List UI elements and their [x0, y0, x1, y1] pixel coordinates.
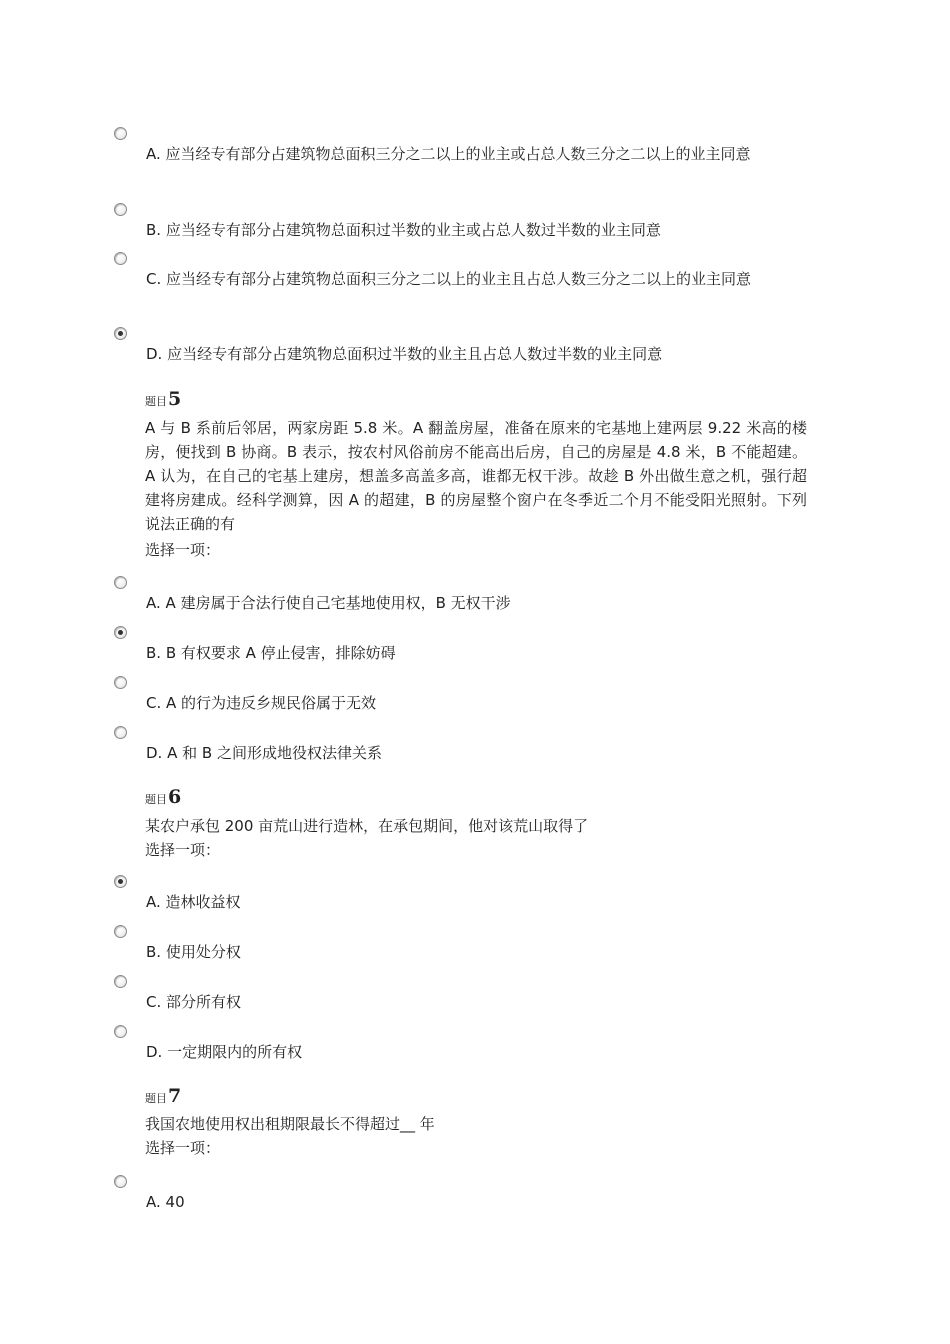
q4-option-a-text: A. 应当经专有部分占建筑物总面积三分之二以上的业主或占总人数三分之二以上的业主同意: [146, 145, 751, 163]
q4-option-b-text: B. 应当经专有部分占建筑物总面积过半数的业主或占总人数过半数的业主同意: [146, 221, 661, 239]
question-label: 题目: [145, 1092, 167, 1105]
q7-option-a-text: A. 40: [146, 1193, 185, 1211]
radio-button-q6-c[interactable]: [114, 975, 127, 988]
question-7-header: [145, 1085, 181, 1107]
question-label: 题目: [145, 395, 167, 408]
q5-option-a-text: A. A 建房属于合法行使自己宅基地使用权，B 无权干涉: [146, 594, 511, 612]
radio-button-q4-c[interactable]: [114, 252, 127, 265]
question-number: 6: [168, 786, 182, 808]
radio-button-q5-a[interactable]: [114, 576, 127, 589]
radio-button-q5-c[interactable]: [114, 676, 127, 689]
question-number: 7: [168, 1085, 182, 1107]
q6-option-a-text: A. 造林收益权: [146, 893, 241, 911]
q5-option-b-text: B. B 有权要求 A 停止侵害，排除妨碍: [146, 644, 396, 662]
question-6-prompt: 选择一项：: [145, 841, 221, 859]
radio-button-q7-a[interactable]: [114, 1175, 127, 1188]
question-6-header: [145, 786, 181, 808]
radio-button-q6-a-selected[interactable]: [114, 875, 127, 888]
radio-button-q4-b[interactable]: [114, 203, 127, 216]
q5-option-d-text: D. A 和 B 之间形成地役权法律关系: [146, 744, 382, 762]
question-number: 5: [168, 388, 182, 410]
question-label: 题目: [145, 793, 167, 806]
question-5-prompt: 选择一项：: [145, 541, 221, 559]
question-7-stem: 我国农地使用权出租期限最长不得超过__ 年: [145, 1115, 435, 1133]
q5-option-c-text: C. A 的行为违反乡规民俗属于无效: [146, 694, 377, 712]
radio-button-q6-b[interactable]: [114, 925, 127, 938]
question-5-stem: A 与 B 系前后邻居，两家房距 5.8 米。A 翻盖房屋，准备在原来的宅基地上建两层 9.22 米高的楼房，便找到 B 协商。B 表示，按农村风俗前房不能高出后房，自己的房屋是 4.8 米，B 不能超建。A 认为，在自己的宅基上建房，想盖多高盖多高，谁都无权干涉。故趁 B 外出做生意之机，强行超建将房建成。经科学测算，因 A 的超建，B 的房屋整个窗户在冬季近二个月不能受阳光照射。下列说法正确的有: [145, 419, 807, 533]
radio-button-q5-d[interactable]: [114, 726, 127, 739]
radio-button-q6-d[interactable]: [114, 1025, 127, 1038]
question-6-stem: 某农户承包 200 亩荒山进行造林，在承包期间，他对该荒山取得了: [145, 817, 589, 835]
q6-option-b-text: B. 使用处分权: [146, 943, 241, 961]
q6-option-c-text: C. 部分所有权: [146, 993, 242, 1011]
question-7-prompt: 选择一项：: [145, 1139, 221, 1157]
radio-button-q4-d-selected[interactable]: [114, 327, 127, 340]
q4-option-c-text: C. 应当经专有部分占建筑物总面积三分之二以上的业主且占总人数三分之二以上的业主同意: [146, 270, 752, 288]
radio-button-q4-a[interactable]: [114, 127, 127, 140]
radio-button-q5-b-selected[interactable]: [114, 626, 127, 639]
q4-option-d-text: D. 应当经专有部分占建筑物总面积过半数的业主且占总人数过半数的业主同意: [146, 345, 663, 363]
question-5-header: [145, 388, 181, 410]
q6-option-d-text: D. 一定期限内的所有权: [146, 1043, 303, 1061]
